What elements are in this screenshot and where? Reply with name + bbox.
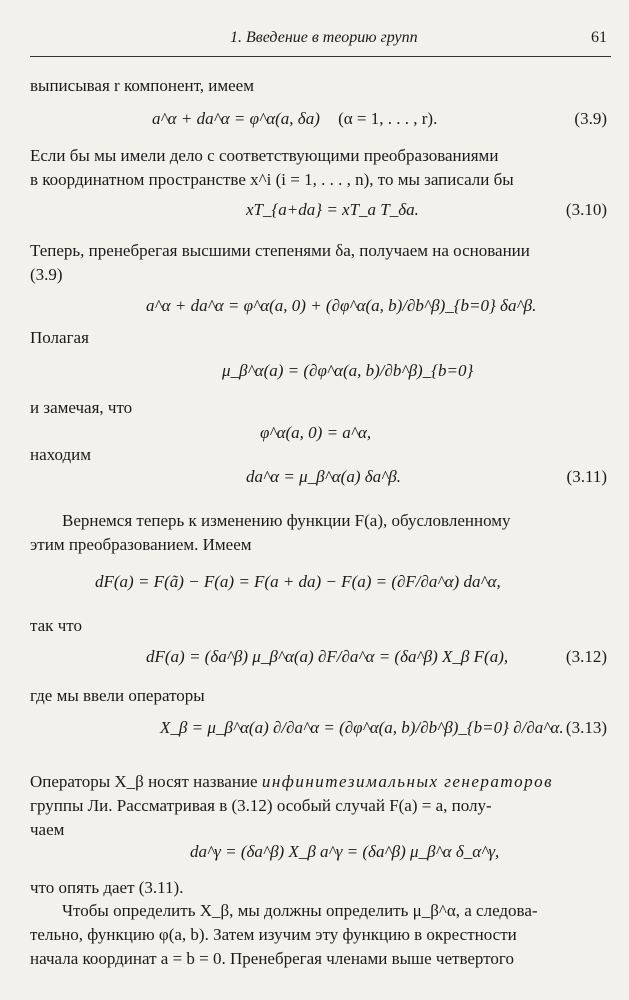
paragraph-10-line-1 bbox=[30, 772, 607, 796]
paragraph-7-line-1: Вернемся теперь к изменению функции F(a), обусловленному bbox=[62, 511, 511, 530]
generators-term: инфинитезимальных генераторов bbox=[261, 772, 554, 791]
equation-3-9-expr: a^α + da^α = φ^α(a, δa) bbox=[152, 109, 320, 128]
paragraph-4 bbox=[30, 328, 607, 352]
paragraph-8-text: так что bbox=[30, 616, 82, 635]
equation-3-12: dF(a) = (δa^β) μ_β^α(a) ∂F/∂a^α = (δa^β) X_β F(a), bbox=[146, 647, 509, 666]
paragraph-5-text: и замечая, что bbox=[30, 398, 133, 417]
paragraph-12-line-2: тельно, функцию φ(a, b). Затем изучим эту функцию в окрестности bbox=[30, 925, 517, 944]
paragraph-9-text: где мы ввели операторы bbox=[30, 686, 205, 705]
equation-number-3-9: (3.9) bbox=[574, 109, 607, 128]
paragraph-2-line-1: Если бы мы имели дело с соответствующими преобразованиями bbox=[30, 146, 499, 165]
paragraph-2-line-2: в координатном пространстве x^i (i = 1, . . . , n), то мы записали бы bbox=[30, 170, 514, 189]
paragraph-3-line-2: (3.9) bbox=[30, 265, 63, 284]
paragraph-6-text: находим bbox=[30, 445, 92, 464]
equation-number-3-13: (3.13) bbox=[565, 718, 607, 737]
equation-mu-definition: μ_β^α(a) = (∂φ^α(a, b)/∂b^β)_{b=0} bbox=[222, 361, 474, 380]
paragraph-6 bbox=[30, 445, 607, 469]
paragraph-3-line-1: Теперь, пренебрегая высшими степенями δa, получаем на основании bbox=[30, 241, 530, 260]
paragraph-4-text: Полагая bbox=[30, 328, 89, 347]
running-title: 1. Введение в теорию групп bbox=[230, 29, 418, 46]
paragraph-11-text: что опять дает (3.11). bbox=[30, 878, 184, 897]
equation-3-9-cond: (α = 1, . . . , r). bbox=[338, 109, 438, 128]
equation-number-3-10: (3.10) bbox=[565, 200, 607, 219]
equation-number-3-11: (3.11) bbox=[566, 467, 607, 486]
equation-dF: dF(a) = F(ã) − F(a) = F(a + da) − F(a) = (∂F/∂a^α) da^α, bbox=[95, 572, 501, 591]
paragraph-7 bbox=[30, 511, 607, 559]
equation-da-gamma: da^γ = (δa^β) X_β a^γ = (δa^β) μ_β^α δ_α^γ, bbox=[190, 842, 500, 861]
equation-number-3-12: (3.12) bbox=[565, 647, 607, 666]
paragraph-10-line-1a: Операторы X_β носят название bbox=[30, 772, 258, 791]
equation-3-9 bbox=[152, 109, 437, 129]
paragraph-8 bbox=[30, 616, 607, 640]
paragraph-12-line-1: Чтобы определить X_β, мы должны определить μ_β^α, а следова- bbox=[62, 901, 538, 920]
paragraph-3 bbox=[30, 241, 607, 289]
paragraph-7-line-2: этим преобразованием. Имеем bbox=[30, 535, 252, 554]
paragraph-10 bbox=[30, 772, 607, 844]
equation-3-10: xT_{a+da} = xT_a T_δa. bbox=[246, 200, 419, 219]
equation-phi-zero: φ^α(a, 0) = a^α, bbox=[260, 423, 372, 442]
page-number: 61 bbox=[591, 29, 607, 46]
paragraph-10-line-2: группы Ли. Рассматривая в (3.12) особый случай F(a) = a, полу- bbox=[30, 796, 492, 815]
equation-3-11: da^α = μ_β^α(a) δa^β. bbox=[246, 467, 402, 486]
equation-3-13: X_β = μ_β^α(a) ∂/∂a^α = (∂φ^α(a, b)/∂b^β)_{b=0} ∂/∂a^α. bbox=[160, 718, 564, 737]
paragraph-12 bbox=[30, 901, 607, 973]
paragraph-12-line-3: начала координат a = b = 0. Пренебрегая членами выше четвертого bbox=[30, 949, 514, 968]
paragraph-5 bbox=[30, 398, 607, 422]
paragraph-1-text: выписывая r компонент, имеем bbox=[30, 76, 254, 95]
equation-expansion: a^α + da^α = φ^α(a, 0) + (∂φ^α(a, b)/∂b^β)_{b=0} δa^β. bbox=[146, 296, 537, 315]
paragraph-9 bbox=[30, 686, 607, 710]
running-header bbox=[30, 16, 611, 57]
paragraph-10-line-3: чаем bbox=[30, 820, 65, 839]
paragraph-11 bbox=[30, 878, 607, 902]
paragraph-2 bbox=[30, 146, 607, 194]
paragraph-1 bbox=[30, 76, 607, 100]
